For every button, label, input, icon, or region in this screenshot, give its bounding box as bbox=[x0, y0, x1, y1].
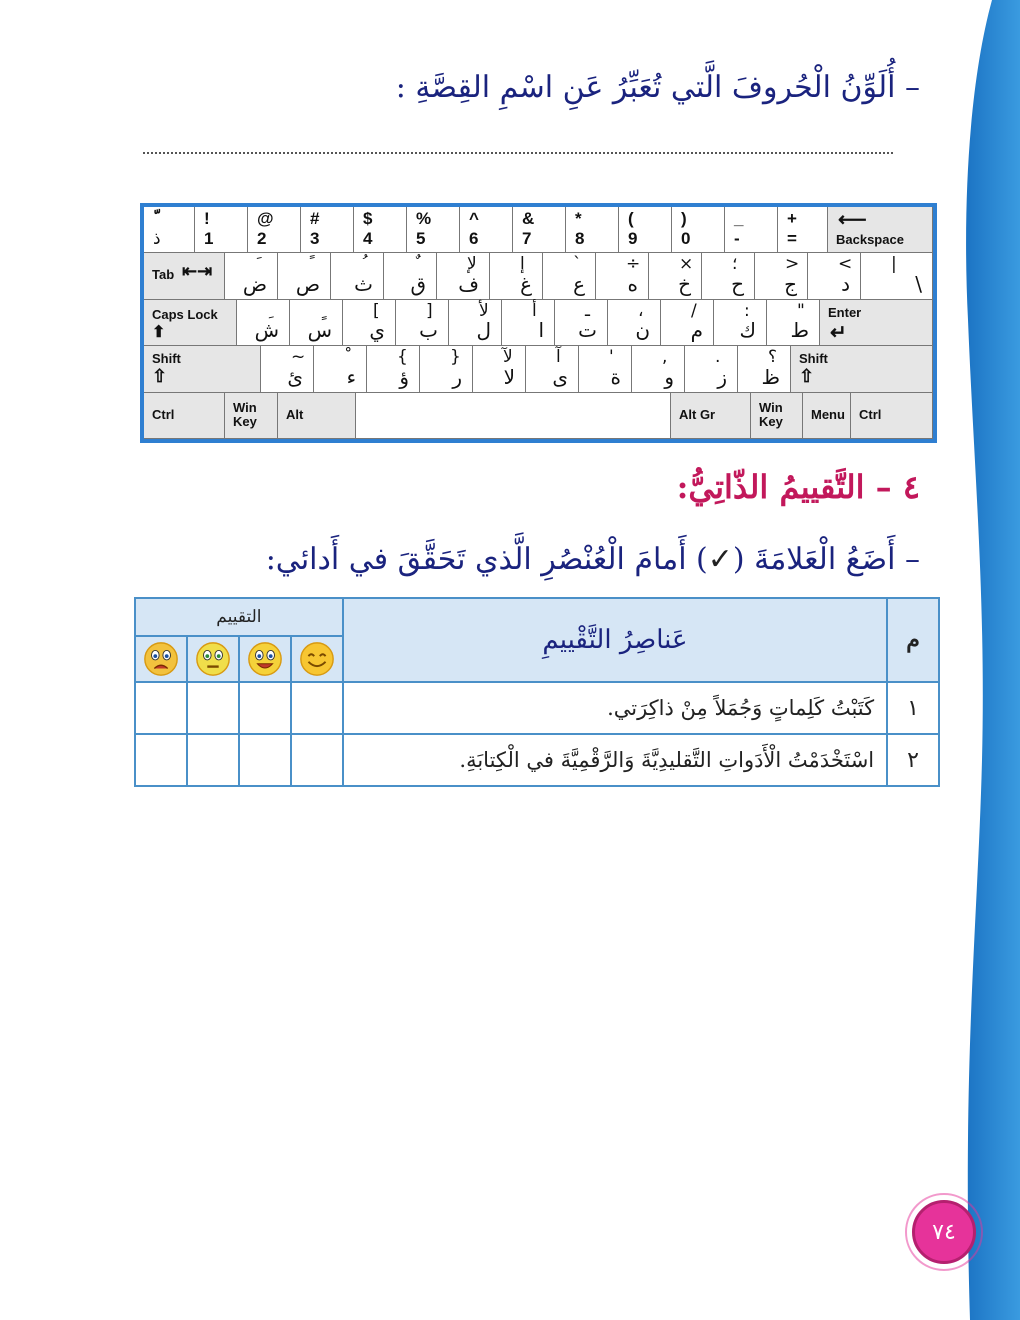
key-alt-gr: Alt Gr bbox=[671, 393, 751, 439]
happy-smile-face-icon bbox=[298, 640, 336, 678]
key: لآ لا bbox=[473, 346, 526, 392]
keyboard-row-2 bbox=[144, 253, 933, 299]
key: % 5 bbox=[407, 207, 460, 253]
key: & 7 bbox=[513, 207, 566, 253]
key: [ ي bbox=[343, 300, 396, 346]
key: ذ bbox=[144, 207, 195, 253]
key: | \ bbox=[861, 253, 933, 299]
key: } ر bbox=[420, 346, 473, 392]
instruction-part-2: ) أَمامَ الْعُنْصُرِ الَّذي تَحَقَّقَ في أَدائي: bbox=[265, 542, 708, 577]
key: أ ا bbox=[502, 300, 555, 346]
column-rating-header: التقييم bbox=[135, 598, 343, 636]
key-space bbox=[356, 393, 671, 439]
key: { ؤ bbox=[367, 346, 420, 392]
key: * 8 bbox=[566, 207, 619, 253]
key: ` ع bbox=[543, 253, 596, 299]
key: س bbox=[290, 300, 343, 346]
key-menu: Menu bbox=[803, 393, 851, 439]
key: ق bbox=[384, 253, 437, 299]
instruction-check bbox=[266, 542, 920, 577]
key: ث bbox=[331, 253, 384, 299]
key: " ط bbox=[767, 300, 820, 346]
rating-cell[interactable] bbox=[239, 682, 291, 734]
rating-cell[interactable] bbox=[187, 734, 239, 786]
rating-cell[interactable] bbox=[239, 734, 291, 786]
key: إ غ bbox=[490, 253, 543, 299]
face-sad bbox=[135, 636, 187, 682]
key-shift-left: Shift ⇧ bbox=[144, 346, 261, 392]
key-tab: Tab ⇤⇥ bbox=[144, 253, 225, 299]
row-number: ١ bbox=[887, 682, 939, 734]
rating-cell[interactable] bbox=[291, 734, 343, 786]
key: > ج bbox=[755, 253, 808, 299]
check-mark-icon: ✓ bbox=[707, 542, 733, 577]
section-title-self-assessment: ٤ – التَّقييمُ الذّاتِيُّ: bbox=[676, 468, 920, 506]
face-happy-smile bbox=[291, 636, 343, 682]
face-happy bbox=[239, 636, 291, 682]
key: ) 0 bbox=[672, 207, 725, 253]
key: ؟ ظ bbox=[738, 346, 791, 392]
answer-dotted-line bbox=[143, 152, 893, 154]
arabic-keyboard bbox=[140, 203, 937, 443]
key: ] ب bbox=[396, 300, 449, 346]
key: ÷ ه bbox=[596, 253, 649, 299]
key: ^ 6 bbox=[460, 207, 513, 253]
sad-face-icon bbox=[142, 640, 180, 678]
rating-cell[interactable] bbox=[135, 682, 187, 734]
keyboard-row-5 bbox=[144, 393, 933, 439]
happy-face-icon bbox=[246, 640, 284, 678]
key: ش bbox=[237, 300, 290, 346]
instruction-part-1: – أَضَعُ الْعَلامَةَ ( bbox=[732, 542, 920, 577]
shift-arrow-icon: ⇧ bbox=[799, 366, 815, 387]
key: < د bbox=[808, 253, 861, 299]
key: _ - bbox=[725, 207, 778, 253]
key-backspace: ⟵ Backspace bbox=[828, 207, 933, 253]
keyboard-row-3 bbox=[144, 300, 933, 346]
enter-arrow-icon: ↵ bbox=[830, 321, 847, 344]
key: ( 9 bbox=[619, 207, 672, 253]
key-ctrl-right: Ctrl bbox=[851, 393, 933, 439]
rating-cell[interactable] bbox=[135, 734, 187, 786]
key: ص bbox=[278, 253, 331, 299]
column-criteria-header: عَناصِرُ التَّقْييمِ bbox=[343, 598, 887, 682]
key-win-left: Win Key bbox=[225, 393, 278, 439]
row-criteria: كَتَبْتُ كَلِماتٍ وَجُمَلاً مِنْ ذاكِرَتي. bbox=[343, 682, 887, 734]
row-number: ٢ bbox=[887, 734, 939, 786]
table-row bbox=[135, 682, 939, 734]
key-caps-lock: Caps Lock ⬆ bbox=[144, 300, 237, 346]
key: لإ ف bbox=[437, 253, 490, 299]
table-row bbox=[135, 734, 939, 786]
key: : ك bbox=[714, 300, 767, 346]
rating-cell[interactable] bbox=[187, 682, 239, 734]
key: ؛ ح bbox=[702, 253, 755, 299]
key-ctrl-left: Ctrl bbox=[144, 393, 225, 439]
row-criteria: اسْتَخْدَمْتُ الْأَدَواتِ التَّقليدِيَّةَ وَالرَّقْمِيَّةَ في الْكِتابَةِ. bbox=[343, 734, 887, 786]
keyboard-row-4 bbox=[144, 346, 933, 392]
page-number: ٧٤ bbox=[912, 1200, 976, 1264]
caps-arrow-icon: ⬆ bbox=[152, 323, 166, 341]
key: ! 1 bbox=[195, 207, 248, 253]
key: ، ن bbox=[608, 300, 661, 346]
arrow-left-icon: ⟵ bbox=[838, 209, 867, 231]
face-neutral bbox=[187, 636, 239, 682]
key-shift-right: Shift ⇧ bbox=[791, 346, 933, 392]
rating-cell[interactable] bbox=[291, 682, 343, 734]
key-win-right: Win Key bbox=[751, 393, 803, 439]
evaluation-table bbox=[134, 597, 940, 787]
key-alt: Alt bbox=[278, 393, 356, 439]
shift-arrow-icon: ⇧ bbox=[152, 366, 168, 387]
key: ـ ت bbox=[555, 300, 608, 346]
side-wave-decoration bbox=[940, 0, 1020, 1320]
keyboard-row-1 bbox=[144, 207, 933, 253]
key-enter: Enter ↵ bbox=[820, 300, 933, 346]
instruction-color-letters: – أُلَوِّنُ الْحُروفَ الَّتي تُعَبِّرُ عَنِ اسْمِ القِصَّةِ : bbox=[395, 70, 920, 105]
key: . ز bbox=[685, 346, 738, 392]
key: ء bbox=[314, 346, 367, 392]
key: × خ bbox=[649, 253, 702, 299]
key: # 3 bbox=[301, 207, 354, 253]
neutral-face-icon bbox=[194, 640, 232, 678]
key: / م bbox=[661, 300, 714, 346]
key: لأ ل bbox=[449, 300, 502, 346]
key: ' ة bbox=[579, 346, 632, 392]
key: آ ى bbox=[526, 346, 579, 392]
key: ض bbox=[225, 253, 278, 299]
key: , و bbox=[632, 346, 685, 392]
key: + = bbox=[778, 207, 828, 253]
key: ~ ئ bbox=[261, 346, 314, 392]
key: $ 4 bbox=[354, 207, 407, 253]
table-header-row bbox=[135, 598, 939, 636]
column-number-header: م bbox=[887, 598, 939, 682]
tab-arrows-icon: ⇤⇥ bbox=[182, 261, 213, 282]
key: @ 2 bbox=[248, 207, 301, 253]
